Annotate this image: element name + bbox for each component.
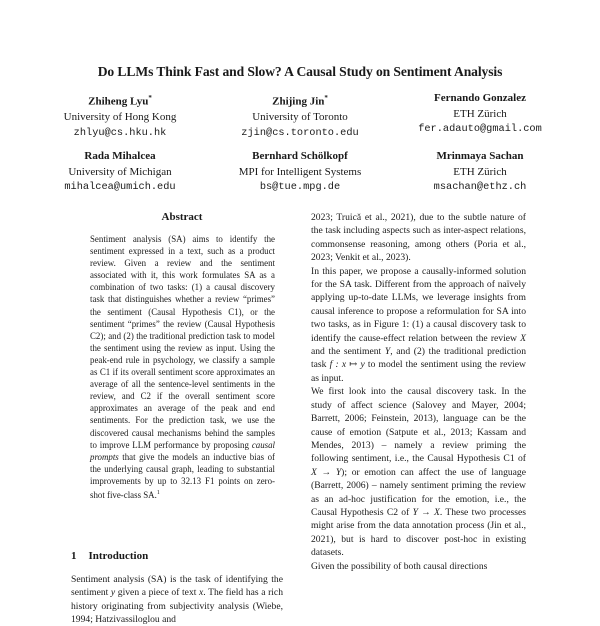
intro-paragraph: Sentiment analysis (SA) is the task of identifying the sentiment y given a piece of text x. The field has a rich history originating from subjectivity analysis (Wiebe, 1994; Hatzivassiloglou and [71,574,283,625]
author-block [380,91,580,138]
author-affiliation: MPI for Intelligent Systems [238,165,362,178]
abstract-heading: Abstract [161,211,203,223]
author-block [380,149,580,196]
abstract-italic-term: causal prompts [90,439,275,462]
author-email: fer.adauto@gmail.com [418,123,542,136]
author-affiliation: ETH Zürich [453,165,507,178]
paragraph: Given the possibility of both causal directions [311,560,488,572]
author-affiliation: University of Hong Kong [63,111,177,124]
abstract-body: Sentiment analysis (SA) aims to identify the sentiment expressed in a text, such as a product review. Given a review and the sentiment associated with it, this work formulates SA as a combination of two tasks: (1) a causal discovery task that distinguishes whether a review “primes” the sentiment (Causal Hypothesis C1), or the sentiment “primes” the review (Causal Hypothesis C2); and (2) the traditional prediction task to model the sentiment using the review as input. Using the peak-end rule in psychology, we classify a sample as C1 if its overall sentiment score approximates an average of all the sentence-level sentiments in the review, and C2 if the overall sentiment score approximates an average of the peak and end sentiments. For the prediction task, we use the discovered causal mechanisms behind the samples to improve LLM performance by proposing causal prompts that give the models an inductive bias of the underlying causal graph, leading to substantial improvements by up to 32.13 F1 points on zero-shot five-class SA.$^1$ [90,234,275,500]
author-block [200,149,400,196]
equal-contribution-mark: * [148,94,152,102]
author-affiliation: University of Michigan [68,165,172,178]
author-name: Zhijing Jin* [272,94,328,108]
author-email: msachan@ethz.ch [433,181,527,194]
author-block [20,149,220,196]
author-affiliation: ETH Zürich [453,107,507,120]
author-email: zhlyu@cs.hku.hk [73,126,167,139]
paper-title: Do LLMs Think Fast and Slow? A Causal Study on Sentiment Analysis [97,64,503,79]
author-name: Fernando Gonzalez [434,92,526,104]
section-title: Introduction [88,550,149,562]
section-heading [71,550,148,562]
footnote-mark: 1 [156,489,160,496]
author-name: Mrinmaya Sachan [436,150,524,162]
author-name: Zhiheng Lyu* [88,94,152,108]
author-email: zjin@cs.toronto.edu [241,126,359,139]
section-number: 1 [71,550,77,562]
right-column [311,211,526,573]
author-block [20,91,220,141]
equal-contribution-mark: * [324,94,328,102]
author-name: Rada Mihalcea [84,150,156,162]
author-email: mihalcea@umich.edu [64,181,176,194]
author-affiliation: University of Toronto [252,111,348,124]
paragraph: 2023; Truică et al., 2021), due to the subtle nature of the task including aspects such as inter-aspect relations, commonsense reasoning, among others (Poria et al., 2023; Venkit et al., 2023). [311,212,526,264]
author-block [200,91,400,141]
paragraph: In this paper, we propose a causally-informed solution for the SA task. Different from the approach of naïvely applying up-to-date LLMs, we leverage insights from causal inference to propose a reformulation for SA into two tasks, as in Figure 1: (1) a causal discovery task to identify the cause-effect relation between the review X and the sentiment Y, and (2) the traditional prediction task f : x ↦ y to model the sentiment using the review as input. [311,265,527,384]
paragraph: We first look into the causal discovery task. In the study of affect science (Salovey and Mayer, 2004; Barrett, 2006; Feinstein, 2013), language can be the cause of emotion (Satpute et al., 2013; Kassam and Mendes, 2013) – namely a review priming the following sentiment, i.e., the Causal Hypothesis C1 of X → Y); or emotion can affect the use of language (Barrett, 2006) – namely sentiment priming the review as an ad-hoc justification for the emotion, i.e., the Causal Hypothesis C2 of Y → X. These two processes might arise from the data annotation process (Jin et al., 2021), but is hard to discover post-hoc in existing datasets. [311,386,527,559]
author-name: Bernhard Schölkopf [252,150,348,162]
author-email: bs@tue.mpg.de [259,181,341,194]
